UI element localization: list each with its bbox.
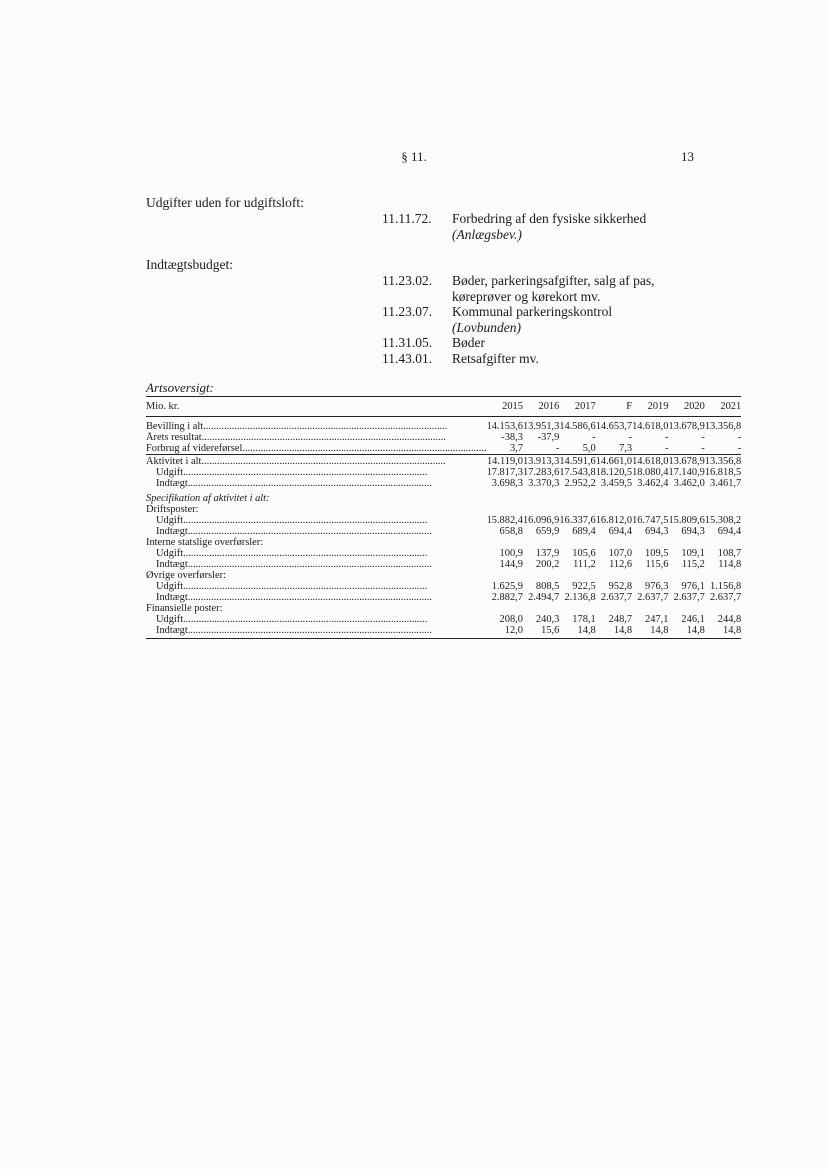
table-row	[146, 581, 741, 592]
row-label: Udgift	[146, 515, 183, 526]
value-cell: 200,2	[535, 559, 560, 570]
account-text: Bøder, parkeringsafgifter, salg af pas,	[452, 273, 655, 288]
table-row	[146, 432, 741, 443]
value-cell: -	[664, 443, 669, 454]
header-cell: 2020	[668, 397, 704, 417]
label-cell	[146, 614, 487, 625]
section-title: § 11.	[401, 149, 427, 164]
label-cell	[146, 548, 487, 559]
outside-ceiling-heading: Udgifter uden for udgiftsloft:	[146, 195, 304, 210]
table-row	[146, 526, 741, 537]
value-cell: 18.120,5	[595, 467, 633, 478]
value-cell: 13.356,8	[704, 456, 742, 467]
value-cell: 12,0	[487, 625, 523, 639]
value-cell: 14.153,6	[486, 421, 523, 432]
value-cell: 144,9	[499, 559, 523, 570]
value-cell: 16.812,0	[595, 515, 633, 526]
value-cell: 14.618,0	[632, 456, 669, 467]
row-label: Udgift	[146, 467, 183, 478]
row-label: Indtægt	[146, 478, 188, 489]
value-cell: 15.809,6	[668, 515, 705, 526]
section-heading-cell	[146, 537, 741, 548]
value-cell: 5,0	[582, 443, 596, 454]
dot-leader: ..............................................................................................	[187, 592, 432, 603]
value-cell: 7,3	[619, 443, 633, 454]
value-cell: 248,7	[608, 614, 633, 625]
value-cell: 2.637,7	[673, 592, 705, 603]
value-cell: 247,1	[645, 614, 669, 625]
value-cell: 922,5	[572, 581, 596, 592]
value-cell: 14,8	[632, 625, 668, 639]
value-cell: 2.136,8	[564, 592, 596, 603]
value-cell: 17.543,8	[559, 467, 596, 478]
label-cell	[146, 581, 487, 592]
header-cell: Mio. kr.	[146, 397, 487, 417]
value-cell: 14.591,6	[559, 456, 596, 467]
dot-leader: ..............................................................................................	[201, 456, 446, 467]
account-text-continued: køreprøver og kørekort mv.	[452, 288, 601, 304]
value-cell: 240,3	[535, 614, 560, 625]
value-cell: 109,5	[645, 548, 669, 559]
row-label: Interne statslige overførsler:	[146, 537, 264, 548]
label-cell	[146, 455, 487, 468]
value-cell: 18.080,4	[632, 467, 669, 478]
label-cell	[146, 467, 487, 478]
value-cell: 976,3	[645, 581, 669, 592]
value-cell: 13.678,9	[668, 456, 705, 467]
row-label: Indtægt	[146, 526, 188, 537]
table-row	[146, 614, 741, 625]
revenue-budget-heading: Indtægtsbudget:	[146, 257, 233, 272]
value-cell: 1.156,8	[710, 581, 742, 592]
value-cell: 2.637,7	[710, 592, 742, 603]
value-cell: -37,9	[537, 432, 560, 443]
section-heading-cell	[146, 570, 741, 581]
header-cell: 2019	[632, 397, 668, 417]
value-cell: 3.462,4	[637, 478, 669, 489]
label-cell	[146, 421, 487, 432]
value-cell: 13.913,3	[522, 456, 560, 467]
value-cell: 14.661,0	[595, 456, 633, 467]
value-cell: -	[737, 432, 742, 443]
section-heading-row	[146, 537, 741, 548]
label-cell	[146, 443, 487, 455]
value-cell: 16.096,9	[522, 515, 560, 526]
value-cell: 694,4	[717, 526, 742, 537]
table-row	[146, 421, 741, 432]
dot-leader: ..............................................................................................	[187, 559, 432, 570]
value-cell: -	[592, 432, 596, 443]
dot-leader: ..............................................................................................	[183, 614, 428, 625]
row-label: Udgift	[146, 614, 183, 625]
section-heading-cell	[146, 504, 741, 515]
account-item	[382, 304, 654, 320]
page-number: 13	[681, 149, 694, 164]
value-cell: 2.637,7	[637, 592, 669, 603]
value-cell: 14.618,0	[632, 421, 669, 432]
table-row	[146, 443, 741, 455]
table-row	[146, 467, 741, 478]
value-cell: 108,7	[717, 548, 742, 559]
header-cell: 2021	[705, 397, 741, 417]
label-cell	[146, 515, 487, 526]
account-item	[382, 211, 646, 227]
dot-leader: ..............................................................................................	[183, 467, 428, 478]
value-cell: 13.678,9	[668, 421, 705, 432]
header-cell: 2016	[523, 397, 559, 417]
section-heading-row	[146, 603, 741, 614]
label-cell	[146, 432, 487, 443]
value-cell: 689,4	[572, 526, 596, 537]
value-cell: -	[555, 443, 560, 454]
value-cell: 16.337,6	[559, 515, 596, 526]
account-item	[382, 351, 654, 367]
header-cell: 2015	[487, 397, 523, 417]
value-cell: 111,2	[573, 559, 596, 570]
value-cell: 115,6	[645, 559, 669, 570]
account-subtext: (Lovbunden)	[452, 319, 521, 335]
value-cell: 17.140,9	[668, 467, 705, 478]
value-cell: 2.494,7	[528, 592, 560, 603]
value-cell: -38,3	[501, 432, 523, 443]
dot-leader: ..............................................................................................	[201, 432, 446, 443]
value-cell: 109,1	[681, 548, 705, 559]
row-label: Specifikation af aktivitet i alt:	[146, 493, 270, 504]
row-label: Årets resultat	[146, 432, 202, 443]
value-cell: 3.370,3	[528, 478, 560, 489]
account-code: 11.43.01.	[382, 350, 433, 366]
value-cell: 3.461,7	[710, 478, 742, 489]
section-heading-cell	[146, 603, 741, 614]
value-cell: 13.356,8	[704, 421, 742, 432]
dot-leader: ..............................................................................................	[242, 443, 487, 454]
account-subtext: (Anlægsbev.)	[452, 226, 522, 242]
table-row	[146, 478, 741, 489]
value-cell: 114,8	[718, 559, 742, 570]
table-row	[146, 455, 741, 468]
value-cell: 17.817,3	[486, 467, 523, 478]
value-cell: -	[664, 432, 669, 443]
account-text: Retsafgifter mv.	[452, 350, 539, 366]
value-cell: -	[701, 443, 705, 454]
row-label: Finansielle poster:	[146, 603, 223, 614]
section-heading-row	[146, 504, 741, 515]
value-cell: 2.882,7	[491, 592, 523, 603]
value-cell: 16.818,5	[704, 467, 742, 478]
artsoversigt-title: Artsoversigt:	[146, 380, 214, 395]
value-cell: 3.698,3	[491, 478, 523, 489]
account-item	[382, 335, 654, 351]
value-cell: 16.747,5	[632, 515, 669, 526]
value-cell: 2.952,2	[564, 478, 596, 489]
value-cell: 976,1	[681, 581, 705, 592]
value-cell: 3.459,5	[600, 478, 633, 489]
value-cell: 244,8	[717, 614, 742, 625]
table-body	[146, 417, 741, 639]
row-label: Bevilling i alt	[146, 421, 204, 432]
table-row	[146, 592, 741, 603]
row-label: Indtægt	[146, 625, 188, 636]
value-cell: 808,5	[535, 581, 560, 592]
value-cell: 14.653,7	[595, 421, 633, 432]
value-cell: 3.462,0	[673, 478, 705, 489]
header-cell: F	[596, 397, 632, 417]
value-cell: -	[737, 443, 742, 454]
dot-leader: ..............................................................................................	[203, 421, 448, 432]
value-cell: 13.951,3	[522, 421, 560, 432]
value-cell: 100,9	[499, 548, 523, 559]
revenue-budget-list	[382, 273, 654, 366]
table-row	[146, 548, 741, 559]
label-cell	[146, 559, 487, 570]
section-heading-row	[146, 570, 741, 581]
dot-leader: ..............................................................................................	[187, 526, 432, 537]
value-cell: 115,2	[681, 559, 705, 570]
row-label: Øvrige overførsler:	[146, 570, 226, 581]
value-cell: 694,3	[645, 526, 669, 537]
value-cell: 14.586,6	[559, 421, 596, 432]
value-cell: 14,8	[559, 625, 595, 639]
label-cell	[146, 625, 487, 639]
label-cell	[146, 478, 487, 489]
account-code: 11.23.07.	[382, 304, 433, 319]
header-cell: 2017	[559, 397, 595, 417]
value-cell: 694,3	[681, 526, 705, 537]
row-label: Aktivitet i alt	[146, 456, 202, 467]
dot-leader: ..............................................................................................	[187, 478, 432, 489]
value-cell: 137,9	[535, 548, 560, 559]
value-cell: 14,8	[705, 625, 741, 639]
table-row	[146, 515, 741, 526]
artsoversigt-table	[146, 396, 741, 639]
account-code: 11.23.02.	[382, 273, 433, 288]
dot-leader: ..............................................................................................	[183, 515, 428, 526]
account-text: Kommunal parkeringskontrol	[452, 304, 613, 319]
row-label: Driftsposter:	[146, 504, 199, 515]
label-cell	[146, 592, 487, 603]
section-heading-row	[146, 493, 741, 504]
value-cell: 2.637,7	[600, 592, 633, 603]
value-cell: 14.119,0	[486, 456, 523, 467]
value-cell: 659,9	[535, 526, 560, 537]
account-item	[382, 273, 654, 289]
account-text: Bøder	[452, 335, 485, 350]
row-label: Udgift	[146, 581, 183, 592]
value-cell: 658,8	[499, 526, 523, 537]
value-cell: 178,1	[572, 614, 596, 625]
value-cell: 1.625,9	[491, 581, 523, 592]
value-cell: 15,6	[523, 625, 559, 639]
label-cell	[146, 526, 487, 537]
value-cell: 3,7	[509, 443, 523, 454]
value-cell: 952,8	[608, 581, 633, 592]
value-cell: 17.283,6	[522, 467, 560, 478]
outside-ceiling-list	[382, 211, 646, 242]
value-cell: 246,1	[681, 614, 705, 625]
value-cell: -	[628, 432, 633, 443]
value-cell: 14,8	[596, 625, 632, 639]
value-cell: 208,0	[499, 614, 523, 625]
value-cell: 14,8	[668, 625, 704, 639]
value-cell: 105,6	[572, 548, 596, 559]
dot-leader: ..............................................................................................	[187, 625, 432, 636]
row-label: Forbrug af videreførsel	[146, 443, 243, 454]
value-cell: 15.308,2	[704, 515, 742, 526]
value-cell: -	[701, 432, 705, 443]
dot-leader: ..............................................................................................	[183, 581, 428, 592]
account-code: 11.31.05.	[382, 335, 433, 350]
account-text: Forbedring af den fysiske sikkerhed	[452, 211, 647, 226]
value-cell: 694,4	[608, 526, 633, 537]
artsoversigt-table-wrapper	[146, 396, 742, 639]
dot-leader: ..............................................................................................	[183, 548, 428, 559]
table-row	[146, 559, 741, 570]
row-label: Indtægt	[146, 559, 188, 570]
row-label: Indtægt	[146, 592, 188, 603]
value-cell: 15.882,4	[486, 515, 523, 526]
row-label: Udgift	[146, 548, 183, 559]
table-header-row	[146, 397, 741, 417]
account-code: 11.11.72.	[382, 211, 432, 226]
table-row	[146, 625, 741, 639]
value-cell: 107,0	[608, 548, 633, 559]
section-heading-cell	[146, 493, 741, 504]
value-cell: 112,6	[609, 559, 633, 570]
